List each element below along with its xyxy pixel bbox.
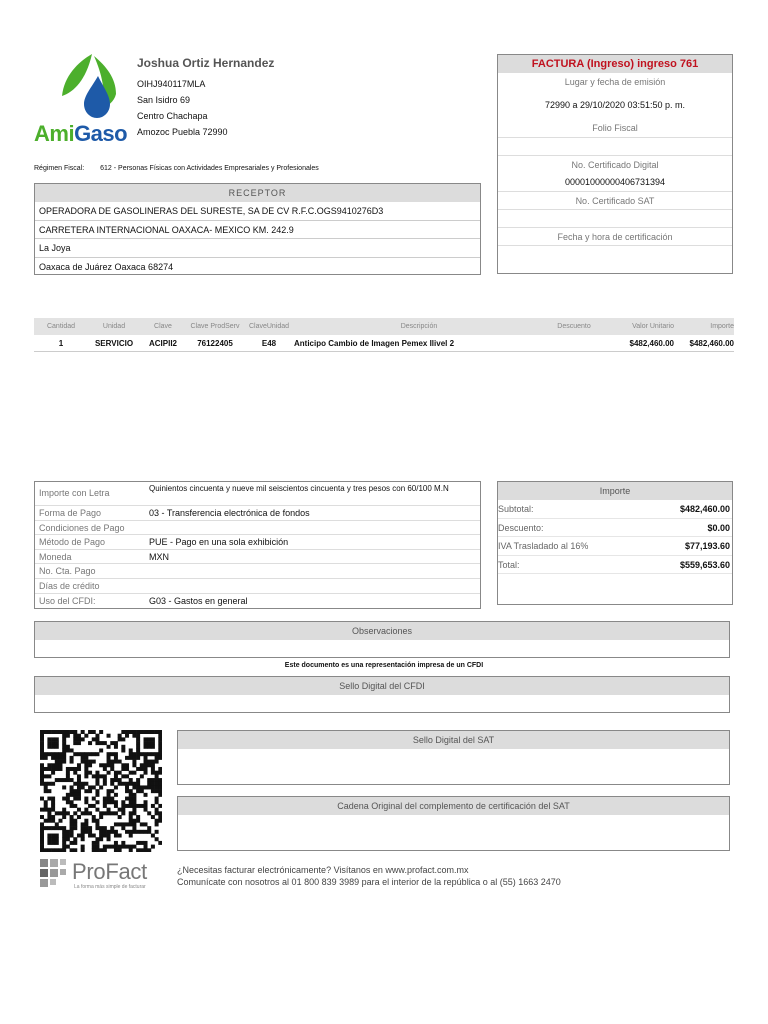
dias-credito-label: Días de crédito	[39, 580, 100, 591]
emisor-name: Joshua Ortiz Hernandez	[137, 56, 275, 70]
receptor-line2: CARRETERA INTERNACIONAL OAXACA- MEXICO KM. 242.9	[35, 221, 480, 240]
cell-valor-unitario: $482,460.00	[629, 339, 674, 348]
cell-clave: ACIPII2	[148, 339, 177, 348]
forma-pago-label: Forma de Pago	[39, 508, 102, 518]
uso-cfdi-value: G03 - Gastos en general	[149, 595, 248, 606]
subtotal-label: Subtotal:	[498, 504, 534, 514]
emisor-address-line2: Centro Chachapa	[137, 111, 208, 121]
logo-text-gaso: Gaso	[74, 121, 128, 146]
receptor-header: RECEPTOR	[35, 184, 480, 202]
col-descuento: Descuento	[557, 323, 591, 330]
logo-text-ami: Ami	[34, 121, 75, 146]
descuento-label: Descuento:	[498, 522, 544, 533]
logo-wordmark	[34, 121, 127, 147]
factura-title: FACTURA (Ingreso) ingreso 761	[498, 55, 732, 73]
col-clave: Clave	[154, 323, 172, 330]
regimen-fiscal	[34, 165, 333, 172]
iva-label: IVA Trasladado al 16%	[498, 541, 589, 551]
sello-sat-box	[177, 730, 730, 785]
cell-clave-prodserv: 76122405	[197, 339, 233, 348]
moneda-label: Moneda	[39, 551, 72, 562]
metodo-pago-row	[35, 535, 480, 550]
sello-cfdi-header: Sello Digital del CFDI	[35, 677, 729, 695]
footer-line2: Comunícate con nosotros al 01 800 839 3989 para el interior de la república o al (55) 1663 2470	[177, 877, 561, 887]
folio-fiscal-value	[498, 137, 732, 155]
cert-digital-value: 00001000000406731394	[564, 177, 666, 187]
drop-leaf-icon	[34, 52, 138, 122]
cta-pago-row	[35, 564, 480, 579]
cert-digital-label: No. Certificado Digital	[498, 155, 732, 173]
cadena-original-header: Cadena Original del complemento de certificación del SAT	[178, 797, 729, 815]
qr-code	[40, 730, 162, 852]
descuento-value: $0.00	[707, 522, 730, 533]
importe-letra-row	[35, 482, 480, 506]
cert-sat-value	[498, 209, 732, 227]
observaciones-header: Observaciones	[35, 622, 729, 640]
fecha-cert-label: Fecha y hora de certificación	[498, 227, 732, 245]
factura-box	[497, 54, 733, 274]
subtotal-row	[498, 500, 732, 519]
cell-descripcion: Anticipo Cambio de Imagen Pemex Ilivel 2	[294, 339, 455, 348]
footer-contact	[177, 864, 561, 888]
importe-box	[497, 481, 733, 605]
metodo-pago-value: PUE - Pago en una sola exhibición	[149, 537, 289, 548]
col-importe: Importe	[710, 323, 734, 330]
dias-credito-row	[35, 579, 480, 594]
cta-pago-label: No. Cta. Pago	[39, 566, 96, 577]
iva-value: $77,193.60	[684, 541, 730, 551]
qr-code-icon	[40, 730, 162, 852]
cell-descuento	[544, 335, 604, 351]
col-clave-prodserv: Clave ProdServ	[190, 323, 240, 330]
items-table	[34, 318, 734, 352]
total-value: $559,653.60	[679, 559, 730, 570]
cell-clave-unidad: E48	[261, 339, 277, 348]
sello-cfdi-box	[34, 676, 730, 713]
lugar-fecha-label: Lugar y fecha de emisión	[564, 77, 666, 87]
receptor-box	[34, 183, 481, 275]
condiciones-value	[145, 521, 480, 535]
profact-grid-icon	[40, 857, 70, 891]
uso-cfdi-row	[35, 594, 480, 609]
cell-importe: $482,460.00	[689, 339, 734, 348]
regimen-value: 612 - Personas Físicas con Actividades Empresariales y Profesionales	[100, 165, 319, 172]
total-label: Total:	[498, 559, 520, 570]
receptor-line1: OPERADORA DE GASOLINERAS DEL SURESTE, SA DE CV R.F.C.OGS9410276D3	[35, 202, 480, 221]
receptor-line3: La Joya	[35, 239, 480, 258]
iva-row	[498, 537, 732, 556]
uso-cfdi-label: Uso del CFDI:	[39, 595, 96, 606]
col-descripcion: Descripción	[400, 323, 438, 330]
payment-details	[34, 481, 481, 609]
fecha-cert-value	[498, 245, 732, 263]
dias-credito-value	[145, 579, 480, 593]
footer-line1: ¿Necesitas facturar electrónicamente? Visítanos en www.profact.com.mx	[177, 865, 469, 875]
cell-unidad: SERVICIO	[94, 339, 134, 348]
profact-wordmark: ProFact	[72, 859, 147, 884]
importe-header: Importe	[498, 482, 732, 500]
forma-pago-row	[35, 506, 480, 521]
table-row	[34, 335, 734, 352]
descuento-row	[498, 519, 732, 538]
emisor-address-line1: San Isidro 69	[137, 95, 191, 105]
condiciones-label: Condiciones de Pago	[39, 522, 125, 533]
observaciones-box	[34, 621, 730, 658]
emisor-info	[137, 56, 437, 140]
cadena-original-box	[177, 796, 730, 851]
subtotal-value: $482,460.00	[679, 504, 730, 514]
col-valor-unitario: Valor Unitario	[632, 323, 674, 330]
metodo-pago-label: Método de Pago	[39, 537, 106, 548]
profact-tagline: La forma más simple de facturar	[74, 884, 146, 890]
col-unidad: Unidad	[102, 323, 126, 330]
receptor-line4: Oaxaca de Juárez Oaxaca 68274	[39, 261, 174, 272]
lugar-fecha-value: 72990 a 29/10/2020 03:51:50 p. m.	[544, 100, 686, 110]
cert-sat-label: No. Certificado SAT	[498, 191, 732, 209]
cta-pago-value	[145, 564, 480, 578]
condiciones-row	[35, 521, 480, 536]
forma-pago-value: 03 - Transferencia electrónica de fondos	[149, 508, 310, 518]
total-row	[498, 556, 732, 575]
moneda-value: MXN	[149, 551, 169, 562]
sello-sat-header: Sello Digital del SAT	[178, 731, 729, 749]
cfdi-disclaimer: Este documento es una representación impresa de un CFDI	[284, 662, 484, 669]
cell-cantidad: 1	[58, 339, 64, 348]
folio-fiscal-label: Folio Fiscal	[592, 123, 638, 133]
col-cantidad: Cantidad	[46, 323, 76, 330]
col-clave-unidad: ClaveUnidad	[248, 323, 290, 330]
regimen-label: Régimen Fiscal:	[34, 165, 85, 172]
items-table-header	[34, 318, 734, 335]
importe-letra-value: Quinientos cincuenta y nueve mil seiscientos cincuenta y tres pesos con 60/100 M.N	[149, 484, 449, 493]
moneda-row	[35, 550, 480, 565]
emisor-rfc: OIHJ940117MLA	[137, 79, 206, 89]
emisor-address-line3: Amozoc Puebla 72990	[137, 127, 228, 137]
importe-letra-label: Importe con Letra	[39, 488, 110, 498]
